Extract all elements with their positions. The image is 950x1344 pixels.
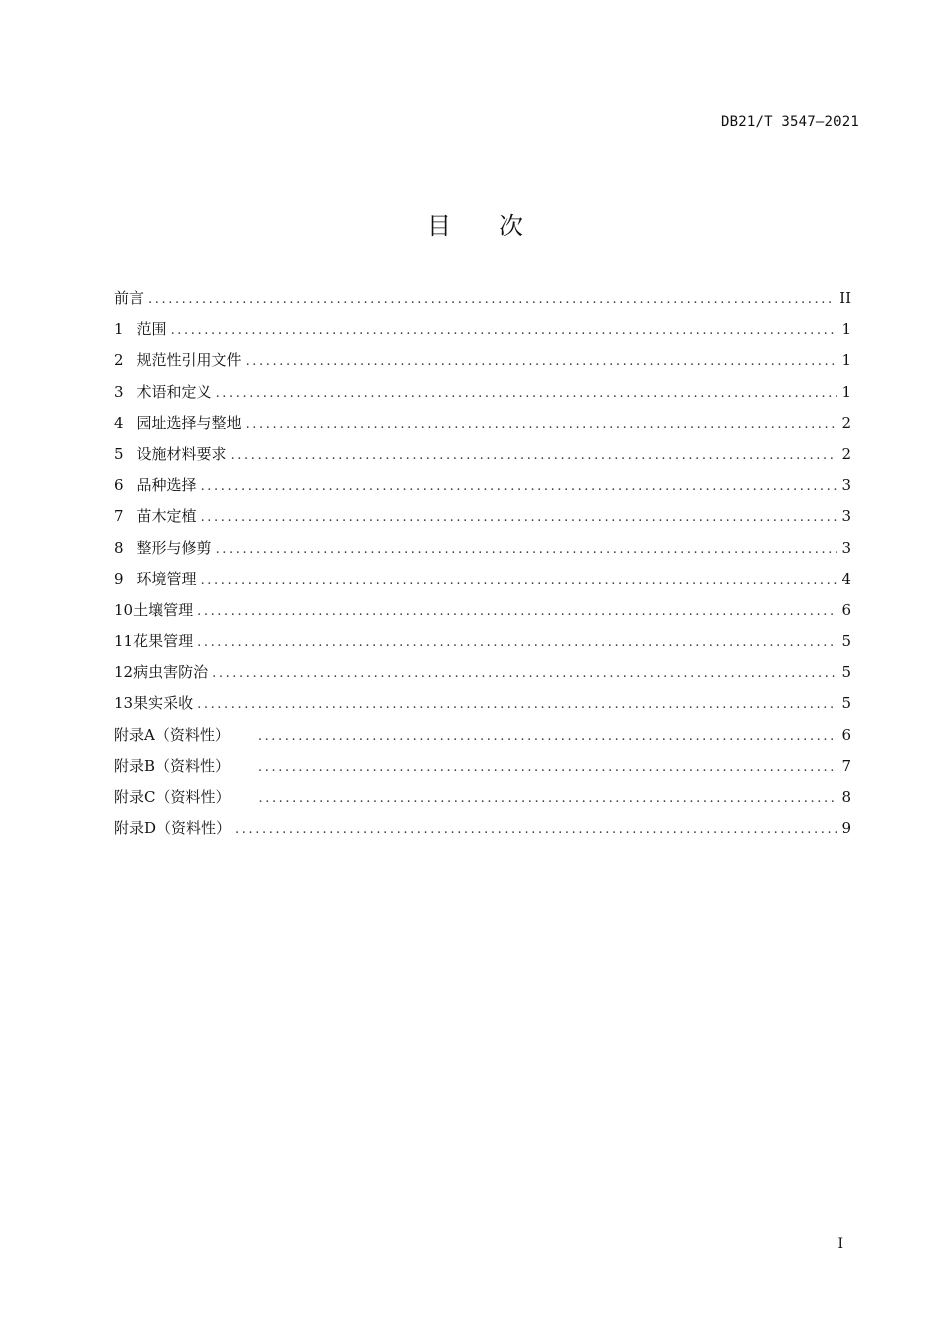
toc-entry-label: 术语和定义 [136, 382, 212, 401]
toc-entry-1[interactable] [114, 317, 851, 348]
toc-entry-number: 9 [114, 569, 124, 588]
toc-entry-8[interactable] [114, 536, 851, 567]
toc-entry-label: 前言 [114, 289, 145, 307]
toc-entry-label: 范围 [136, 320, 167, 339]
toc-entry-2[interactable] [114, 348, 851, 379]
toc-entry-label: 花果管理 [133, 632, 194, 651]
toc-entry-label: 整形与修剪 [136, 538, 212, 557]
toc-entry-page: 4 [841, 569, 851, 588]
toc-entry-label: 环境管理 [136, 569, 197, 588]
toc-entry-page: 3 [841, 476, 851, 495]
toc-entry-number: 1 [114, 320, 124, 339]
toc-entry-label: 土壤管理 [133, 600, 194, 619]
toc-leader-dots [201, 475, 837, 499]
toc-entry-appendix-a[interactable] [114, 723, 851, 754]
toc-entry-page: 8 [841, 788, 851, 806]
toc-entry-3[interactable] [114, 380, 851, 411]
toc-entry-label: 规范性引用文件 [136, 351, 242, 370]
toc-entry-number: 5 [114, 444, 124, 463]
toc-entry-label: 品种选择 [136, 476, 197, 495]
toc-entry-number: 2 [114, 351, 124, 370]
toc-leader-dots [216, 382, 837, 406]
toc-leader-dots [246, 413, 837, 437]
toc-leader-dots [231, 444, 837, 468]
toc-leader-dots [235, 818, 837, 842]
toc-leader-dots [201, 569, 837, 593]
toc-entry-appendix-c[interactable] [114, 785, 851, 816]
toc-leader-dots [258, 756, 837, 780]
toc-entry-12[interactable] [114, 660, 851, 691]
toc-entry-page: 3 [841, 507, 851, 526]
toc-leader-dots [258, 787, 837, 811]
toc-title-part2: 次 [499, 212, 523, 240]
toc-entry-page: 5 [841, 663, 851, 682]
toc-leader-dots [197, 600, 837, 624]
toc-title-part1: 目 [427, 212, 451, 240]
toc-leader-dots [197, 693, 837, 717]
toc-entry-page: 1 [841, 382, 851, 401]
toc-entry-label: 附录C（资料性） [114, 788, 231, 806]
toc-entry-page: 3 [841, 538, 851, 557]
toc-leader-dots [171, 319, 837, 343]
toc-entry-number: 4 [114, 413, 124, 432]
standard-number: DB21/T 3547—2021 [720, 114, 859, 130]
toc-entry-13[interactable] [114, 691, 851, 722]
toc-leader-dots [258, 725, 837, 749]
toc-entry-page: 5 [841, 694, 851, 713]
toc-entry-label: 附录B（资料性） [114, 756, 231, 775]
toc-leader-dots [148, 288, 835, 312]
toc-entry-appendix-b[interactable] [114, 754, 851, 785]
toc-entry-6[interactable] [114, 473, 851, 504]
toc-leader-dots [197, 631, 837, 655]
page-number: I [837, 1236, 843, 1252]
toc-entry-number: 7 [114, 507, 124, 526]
toc-title [0, 206, 950, 241]
toc-entry-11[interactable] [114, 629, 851, 660]
toc-entry-number: 11 [114, 632, 134, 651]
toc-entry-foreword[interactable] [114, 286, 851, 317]
toc-entry-label: 苗木定植 [136, 507, 197, 526]
toc-entry-label: 病虫害防治 [133, 663, 209, 682]
toc-entry-page: 1 [841, 320, 851, 339]
toc-entry-label: 附录D（资料性） [114, 819, 232, 838]
toc-entry-number: 13 [114, 694, 134, 713]
toc-entry-page: 6 [841, 725, 851, 744]
toc-entry-number: 8 [114, 538, 124, 557]
toc-entry-label: 附录A（资料性） [114, 725, 230, 744]
toc-list [114, 286, 851, 847]
toc-leader-dots [212, 662, 837, 686]
toc-entry-number: 6 [114, 476, 124, 495]
toc-entry-10[interactable] [114, 598, 851, 629]
toc-leader-dots [216, 538, 837, 562]
toc-entry-5[interactable] [114, 442, 851, 473]
toc-entry-label: 果实采收 [133, 694, 194, 713]
toc-entry-page: 6 [841, 600, 851, 619]
toc-entry-4[interactable] [114, 411, 851, 442]
toc-entry-page: 5 [841, 632, 851, 651]
toc-entry-number: 12 [114, 663, 134, 682]
toc-entry-page: 2 [841, 444, 851, 463]
toc-entry-appendix-d[interactable] [114, 816, 851, 847]
toc-entry-page: II [839, 289, 851, 307]
toc-entry-label: 设施材料要求 [136, 444, 227, 463]
toc-entry-page: 2 [841, 413, 851, 432]
toc-entry-number: 3 [114, 382, 124, 401]
toc-entry-9[interactable] [114, 567, 851, 598]
toc-entry-7[interactable] [114, 504, 851, 535]
toc-entry-number: 10 [114, 600, 134, 619]
toc-entry-page: 1 [841, 351, 851, 370]
toc-entry-label: 园址选择与整地 [136, 413, 242, 432]
toc-entry-page: 9 [841, 819, 851, 838]
toc-leader-dots [246, 350, 837, 374]
toc-leader-dots [201, 506, 837, 530]
toc-entry-page: 7 [841, 756, 851, 775]
